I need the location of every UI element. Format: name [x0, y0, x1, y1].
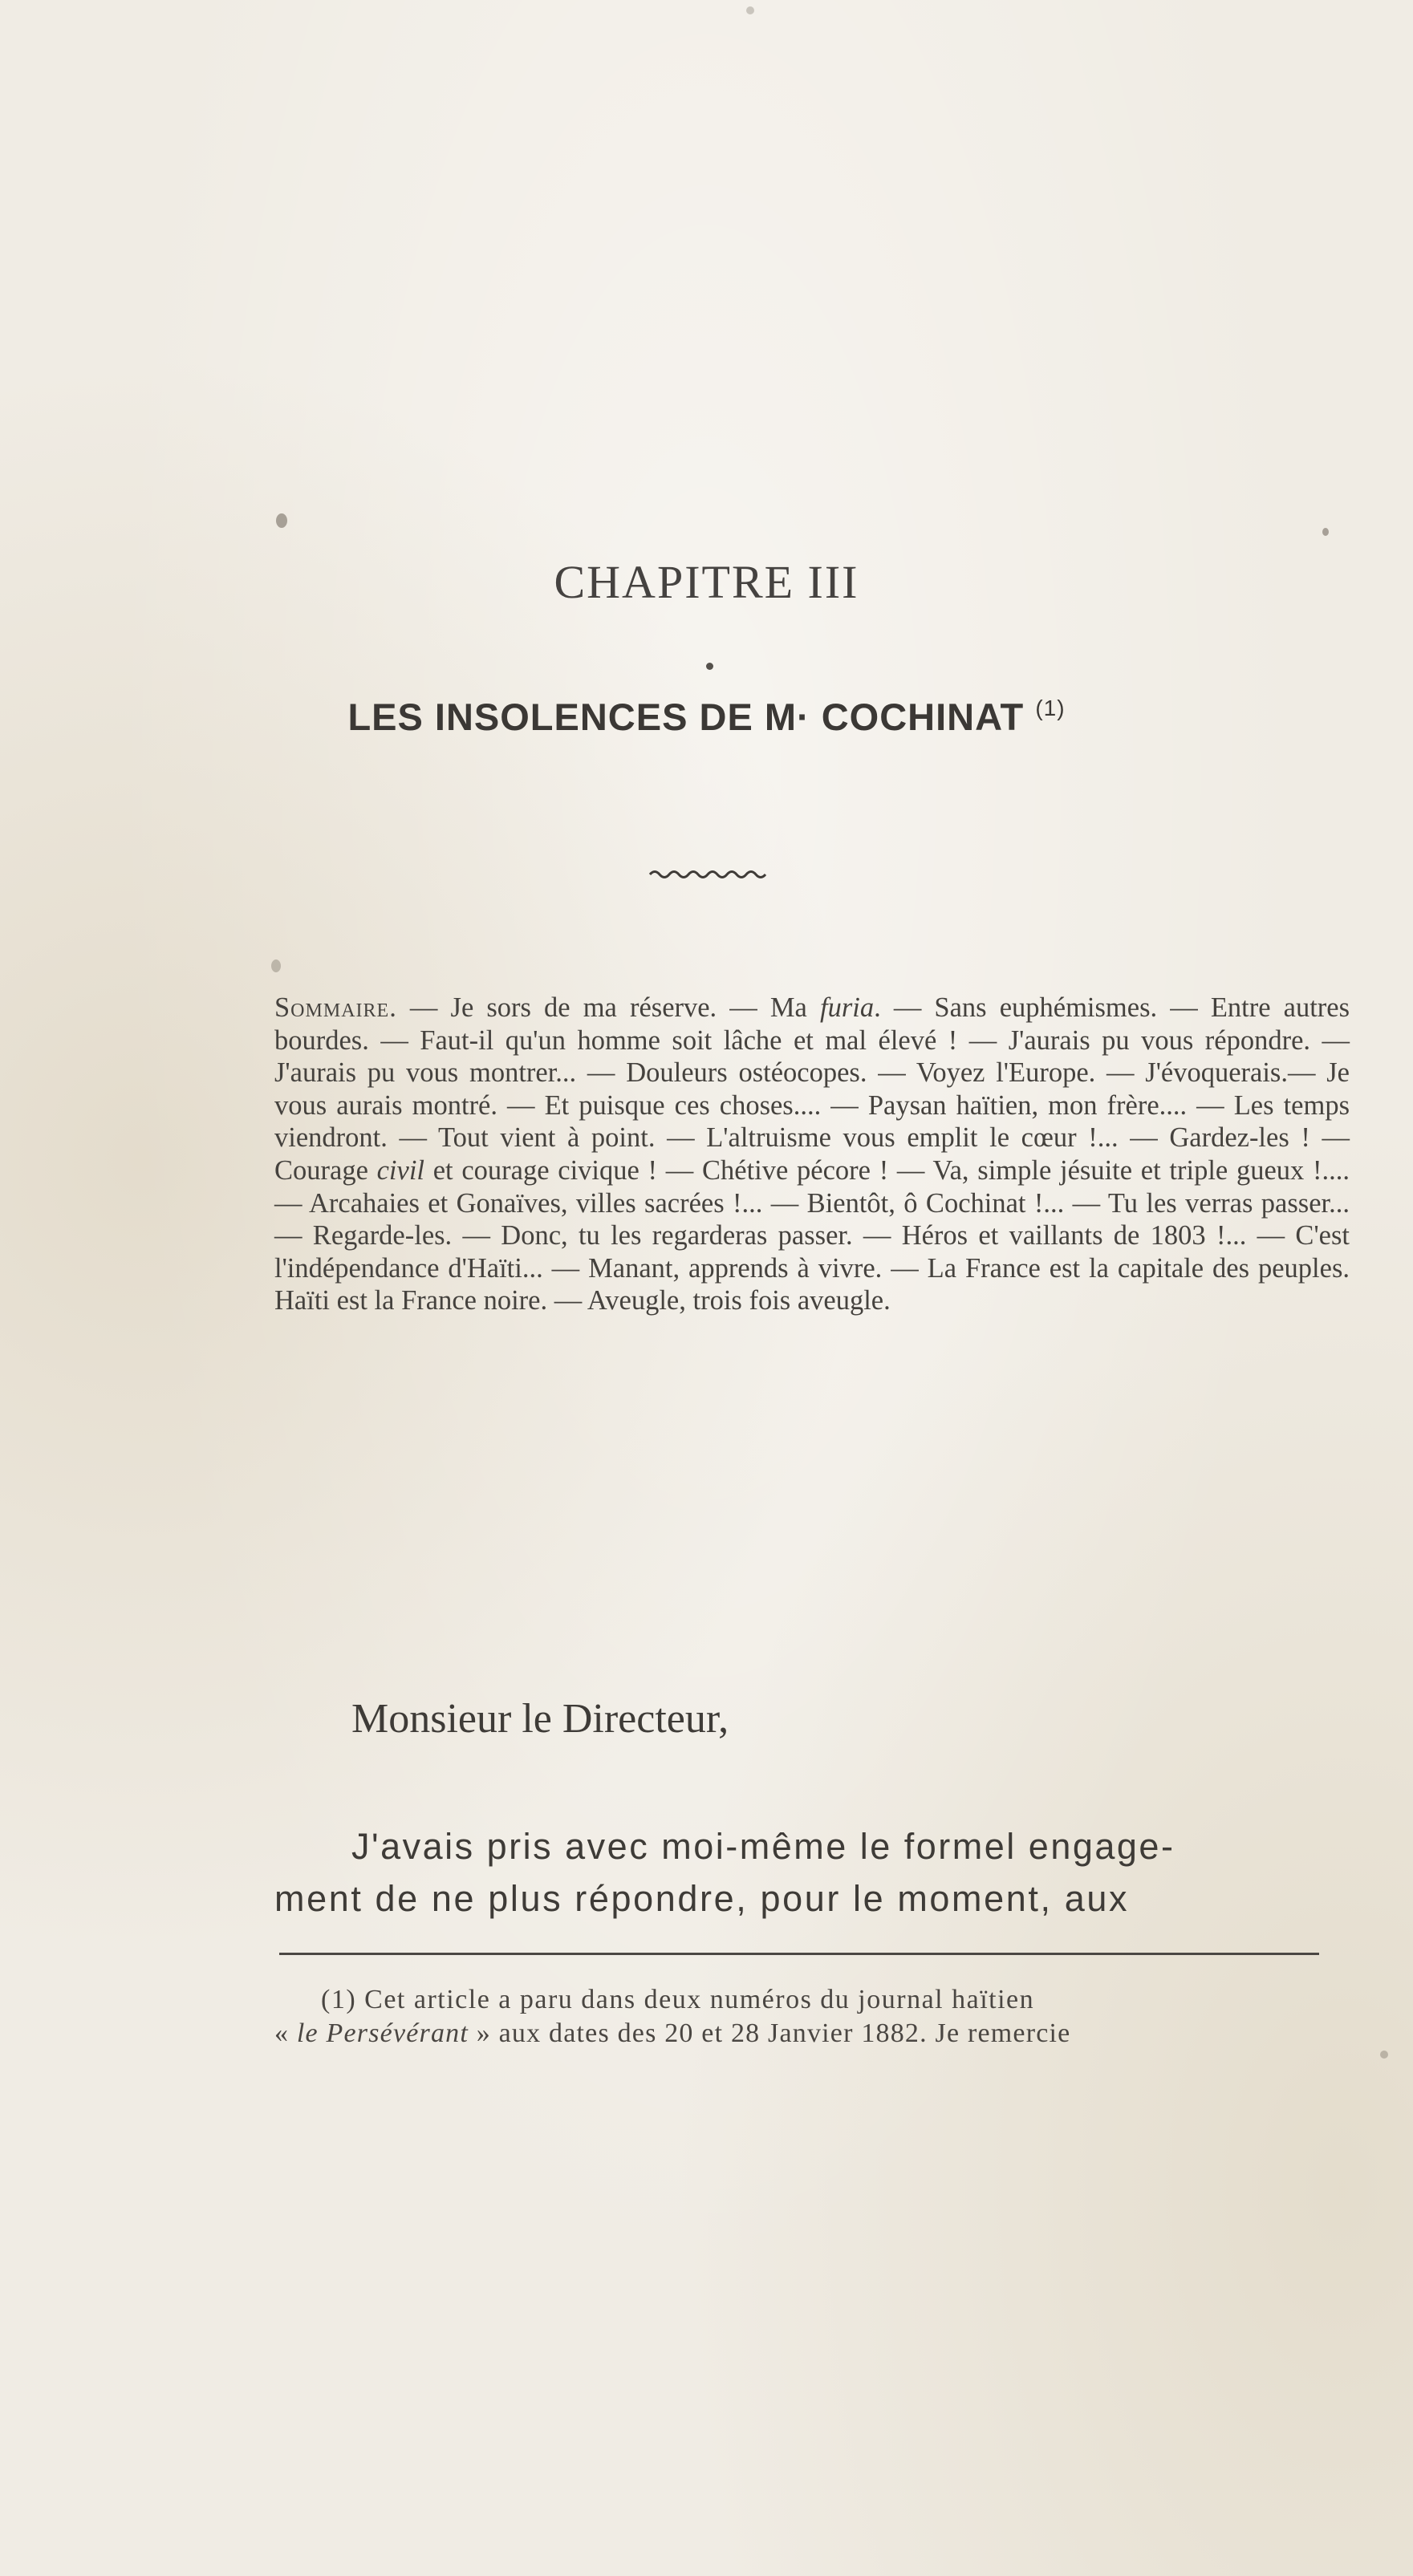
chapter-summary — [274, 992, 1350, 1317]
section-heading — [0, 695, 1413, 739]
chapter-dot-ornament — [706, 663, 713, 670]
footnote-line: (1) Cet article a paru dans deux numéros du journal haïtien — [321, 1985, 1035, 2014]
paper-speck — [1322, 528, 1329, 536]
paper-speck — [746, 6, 754, 14]
letter-salutation: Monsieur le Directeur, — [351, 1696, 729, 1742]
summary-text: . — Sans euphémismes. — Entre autres bourdes. — Faut-il qu'un homme soit lâche et mal élevé ! — J'aurais pu vous répondre. — J'aurais pu vous montrer... — Douleurs ostéocopes. — Voyez l'Europe. — J'évoquerais.— Je vous aurais montré. — Et puisque ces choses.... — Paysan haïtien, mon frère.... — Les temps viendront. — Tout vient à point. — L'altruisme vous emplit le cœur !... — Gardez-les ! — Courage — [274, 992, 1350, 1186]
summary-label: Sommaire. — [274, 992, 397, 1023]
footnote-line — [274, 2017, 1350, 2051]
letter-body — [274, 1820, 1350, 1925]
footnote-quote-open: « — [274, 2018, 297, 2048]
wavy-ornament — [648, 868, 769, 881]
summary-text: et courage civique ! — Chétive pécore ! — Va, simple jésuite et triple gueux !.... — Arcahaies et Gonaïves, villes sacrées !... — Bientôt, ô Cochinat !... — Tu les verras passer... — Regarde-les. — Donc, tu les regarderas passer. — Héros et vaillants de 1803 !... — C'est l'indépendance d'Haïti... — Manant, apprends à vivre. — La France est la capitale des peuples. Haïti est la France noire. — Aveugle, trois fois aveugle. — [274, 1154, 1350, 1316]
section-heading-text: LES INSOLENCES DE M· COCHINAT — [347, 696, 1025, 738]
paper-speck — [1380, 2051, 1388, 2059]
summary-italic: furia — [819, 992, 875, 1023]
paper-speck — [271, 959, 281, 972]
footnote-journal-title: le Persévérant — [296, 2018, 469, 2048]
footnote-text: » aux dates des 20 et 28 Janvier 1882. Je remercie — [469, 2018, 1071, 2048]
footnote-divider — [279, 1953, 1319, 1955]
footnote-reference: (1) — [1035, 696, 1066, 720]
body-line: ment de ne plus répondre, pour le moment, aux — [274, 1878, 1130, 1919]
chapter-title: CHAPITRE III — [554, 556, 859, 608]
body-line: J'avais pris avec moi-même le formel engage- — [351, 1826, 1175, 1867]
paper-speck — [276, 513, 287, 528]
summary-text: — Je sors de ma réserve. — Ma — [396, 992, 820, 1023]
summary-italic: civil — [376, 1154, 424, 1186]
footnote — [274, 1983, 1350, 2051]
